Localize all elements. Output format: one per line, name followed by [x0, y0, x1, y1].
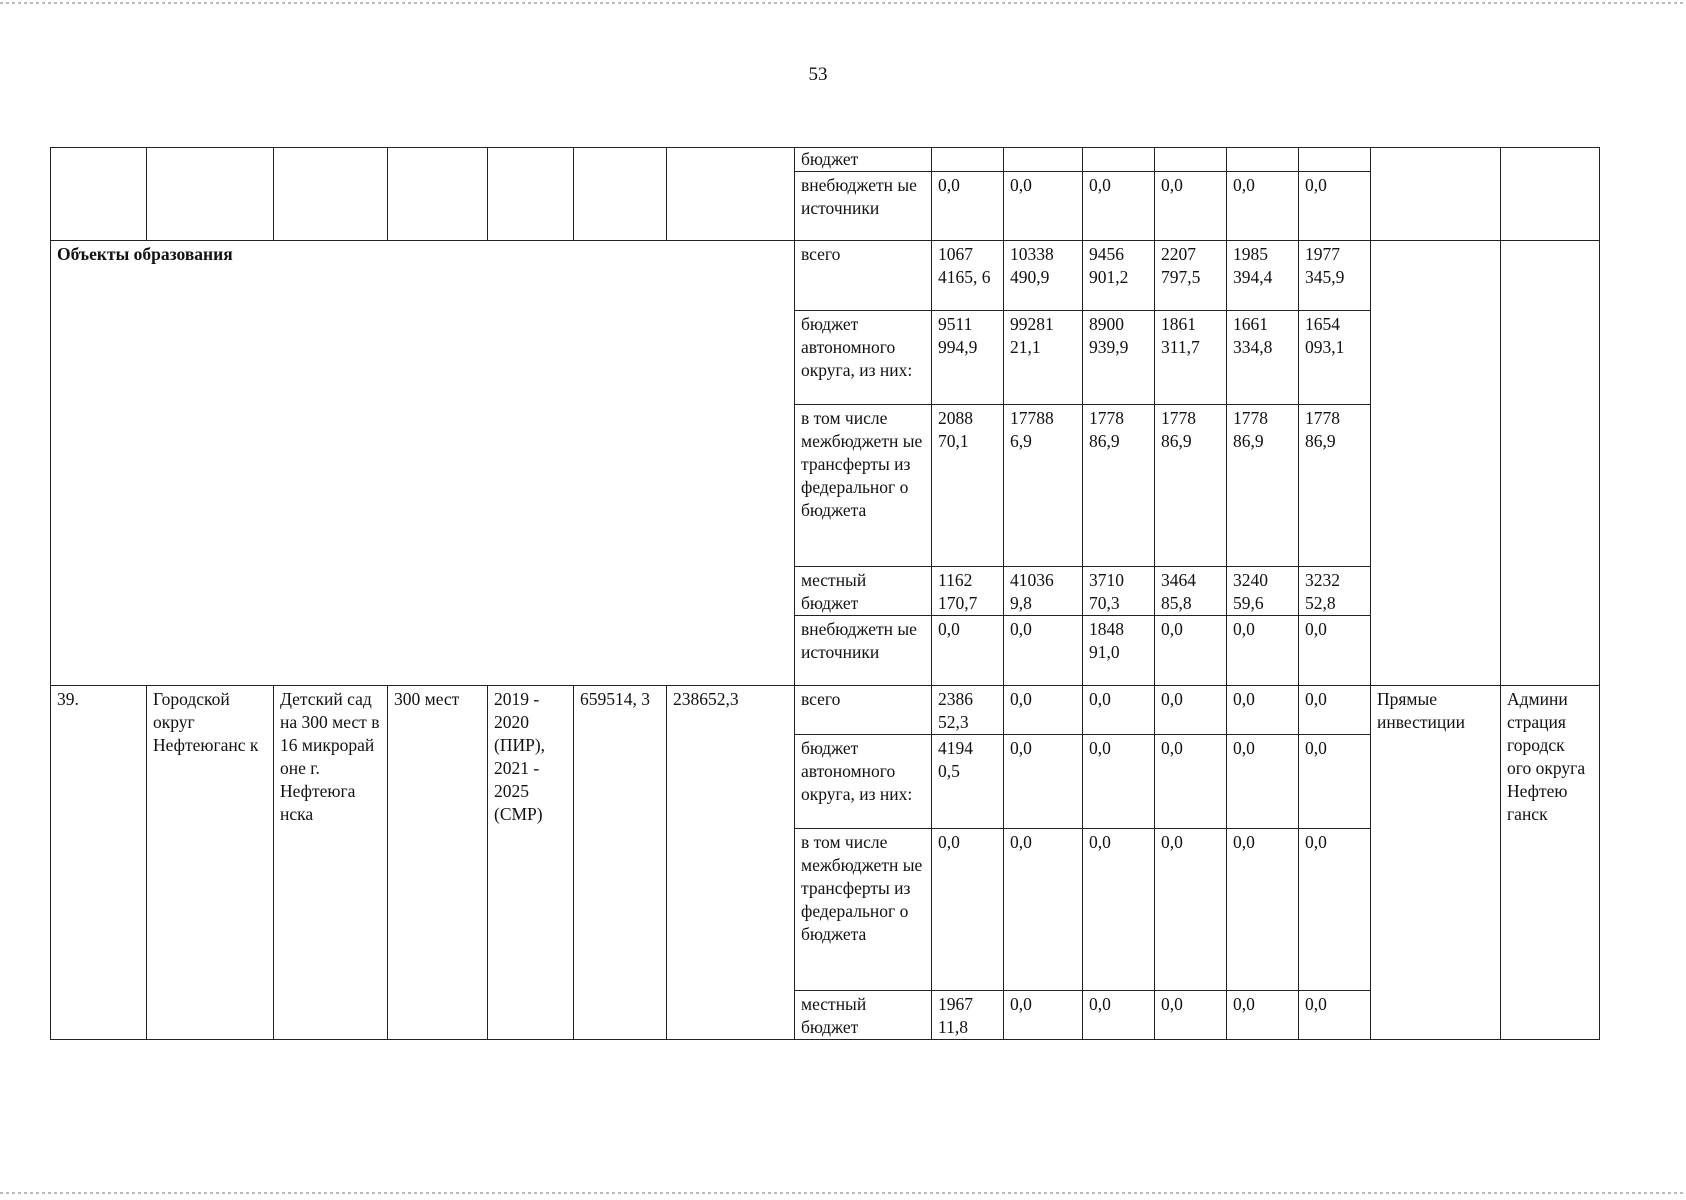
empty-cell [147, 148, 274, 241]
value-cell: 99281 21,1 [1004, 311, 1083, 405]
empty-cell [1371, 241, 1501, 686]
table-row [51, 686, 1600, 735]
value-cell: 2088 70,1 [932, 405, 1004, 567]
value-cell: 0,0 [1227, 829, 1299, 991]
object-remaining-cost: 238652,3 [667, 686, 795, 1040]
value-cell: 3232 52,8 [1299, 567, 1371, 616]
empty-cell [274, 148, 388, 241]
value-cell: 0,0 [1299, 735, 1371, 829]
value-cell: 0,0 [1083, 172, 1155, 241]
value-cell: 3240 59,6 [1227, 567, 1299, 616]
section-title: Объекты образования [51, 241, 795, 686]
empty-cell [1371, 148, 1501, 241]
source-label: бюджет [795, 148, 932, 172]
value-cell: 1778 86,9 [1083, 405, 1155, 567]
value-cell: 0,0 [1155, 735, 1227, 829]
object-capacity: 300 мест [388, 686, 488, 1040]
value-cell: 0,0 [932, 172, 1004, 241]
scan-edge-bottom [0, 1192, 1686, 1194]
value-cell: 0,0 [1155, 991, 1227, 1040]
value-cell [1227, 148, 1299, 172]
value-cell: 0,0 [1227, 991, 1299, 1040]
value-cell [1004, 148, 1083, 172]
source-label: внебюджетн ые источники [795, 172, 932, 241]
table-row [51, 241, 1600, 311]
page-number: 53 [808, 64, 828, 85]
value-cell: 0,0 [1155, 172, 1227, 241]
value-cell: 0,0 [1083, 686, 1155, 735]
object-number: 39. [51, 686, 147, 1040]
value-cell: 0,0 [1227, 172, 1299, 241]
empty-cell [1501, 148, 1600, 241]
value-cell: 1067 4165, 6 [932, 241, 1004, 311]
object-mechanism: Прямые инвестиции [1371, 686, 1501, 1040]
value-cell: 1977 345,9 [1299, 241, 1371, 311]
value-cell: 0,0 [1299, 172, 1371, 241]
value-cell [1155, 148, 1227, 172]
object-total-cost: 659514, 3 [574, 686, 667, 1040]
source-label: всего [795, 686, 932, 735]
value-cell: 0,0 [1299, 991, 1371, 1040]
source-label: в том числе межбюджетн ые трансферты из федеральног о бюджета [795, 405, 932, 567]
empty-cell [667, 148, 795, 241]
empty-cell [51, 148, 147, 241]
value-cell: 0,0 [1004, 991, 1083, 1040]
value-cell: 1778 86,9 [1155, 405, 1227, 567]
source-label: в том числе межбюджетн ые трансферты из федеральног о бюджета [795, 829, 932, 991]
object-name: Детский сад на 300 мест в 16 микрорай оне г. Нефтеюга нска [274, 686, 388, 1040]
source-label: местный бюджет [795, 991, 932, 1040]
empty-cell [388, 148, 488, 241]
value-cell: 0,0 [1227, 616, 1299, 686]
value-cell: 2207 797,5 [1155, 241, 1227, 311]
value-cell: 0,0 [1155, 616, 1227, 686]
object-municipality: Городской округ Нефтеюганс к [147, 686, 274, 1040]
value-cell: 0,0 [1004, 829, 1083, 991]
source-label: бюджет автономного округа, из них: [795, 735, 932, 829]
empty-cell [488, 148, 574, 241]
value-cell: 0,0 [1083, 735, 1155, 829]
empty-cell [1501, 241, 1600, 686]
value-cell: 4194 0,5 [932, 735, 1004, 829]
source-label: местный бюджет [795, 567, 932, 616]
value-cell: 1654 093,1 [1299, 311, 1371, 405]
value-cell: 0,0 [1083, 829, 1155, 991]
value-cell: 41036 9,8 [1004, 567, 1083, 616]
value-cell: 0,0 [1004, 686, 1083, 735]
value-cell: 0,0 [932, 616, 1004, 686]
value-cell: 0,0 [932, 829, 1004, 991]
source-label: внебюджетн ые источники [795, 616, 932, 686]
value-cell: 9511 994,9 [932, 311, 1004, 405]
value-cell [1083, 148, 1155, 172]
value-cell: 0,0 [1299, 616, 1371, 686]
value-cell: 0,0 [1299, 829, 1371, 991]
value-cell: 0,0 [1155, 829, 1227, 991]
budget-table [50, 147, 1600, 1040]
value-cell: 0,0 [1227, 735, 1299, 829]
value-cell: 0,0 [1004, 616, 1083, 686]
value-cell: 0,0 [1004, 172, 1083, 241]
value-cell: 17788 6,9 [1004, 405, 1083, 567]
value-cell: 8900 939,9 [1083, 311, 1155, 405]
value-cell: 1778 86,9 [1299, 405, 1371, 567]
value-cell: 0,0 [1227, 686, 1299, 735]
value-cell: 3464 85,8 [1155, 567, 1227, 616]
value-cell: 0,0 [1155, 686, 1227, 735]
object-customer: Админи страция городск ого округа Нефтею ганск [1501, 686, 1600, 1040]
source-label: бюджет автономного округа, из них: [795, 311, 932, 405]
value-cell: 1661 334,8 [1227, 311, 1299, 405]
value-cell: 9456 901,2 [1083, 241, 1155, 311]
value-cell: 1967 11,8 [932, 991, 1004, 1040]
budget-table-wrap [50, 147, 1600, 1040]
value-cell: 2386 52,3 [932, 686, 1004, 735]
value-cell: 1848 91,0 [1083, 616, 1155, 686]
value-cell: 3710 70,3 [1083, 567, 1155, 616]
table-row [51, 148, 1600, 172]
scan-edge-top [0, 2, 1686, 4]
object-period: 2019 - 2020 (ПИР), 2021 - 2025 (СМР) [488, 686, 574, 1040]
value-cell: 0,0 [1004, 735, 1083, 829]
source-label: всего [795, 241, 932, 311]
empty-cell [574, 148, 667, 241]
value-cell: 1162 170,7 [932, 567, 1004, 616]
value-cell: 1778 86,9 [1227, 405, 1299, 567]
value-cell [1299, 148, 1371, 172]
value-cell: 1985 394,4 [1227, 241, 1299, 311]
value-cell [932, 148, 1004, 172]
value-cell: 10338 490,9 [1004, 241, 1083, 311]
value-cell: 1861 311,7 [1155, 311, 1227, 405]
value-cell: 0,0 [1299, 686, 1371, 735]
value-cell: 0,0 [1083, 991, 1155, 1040]
